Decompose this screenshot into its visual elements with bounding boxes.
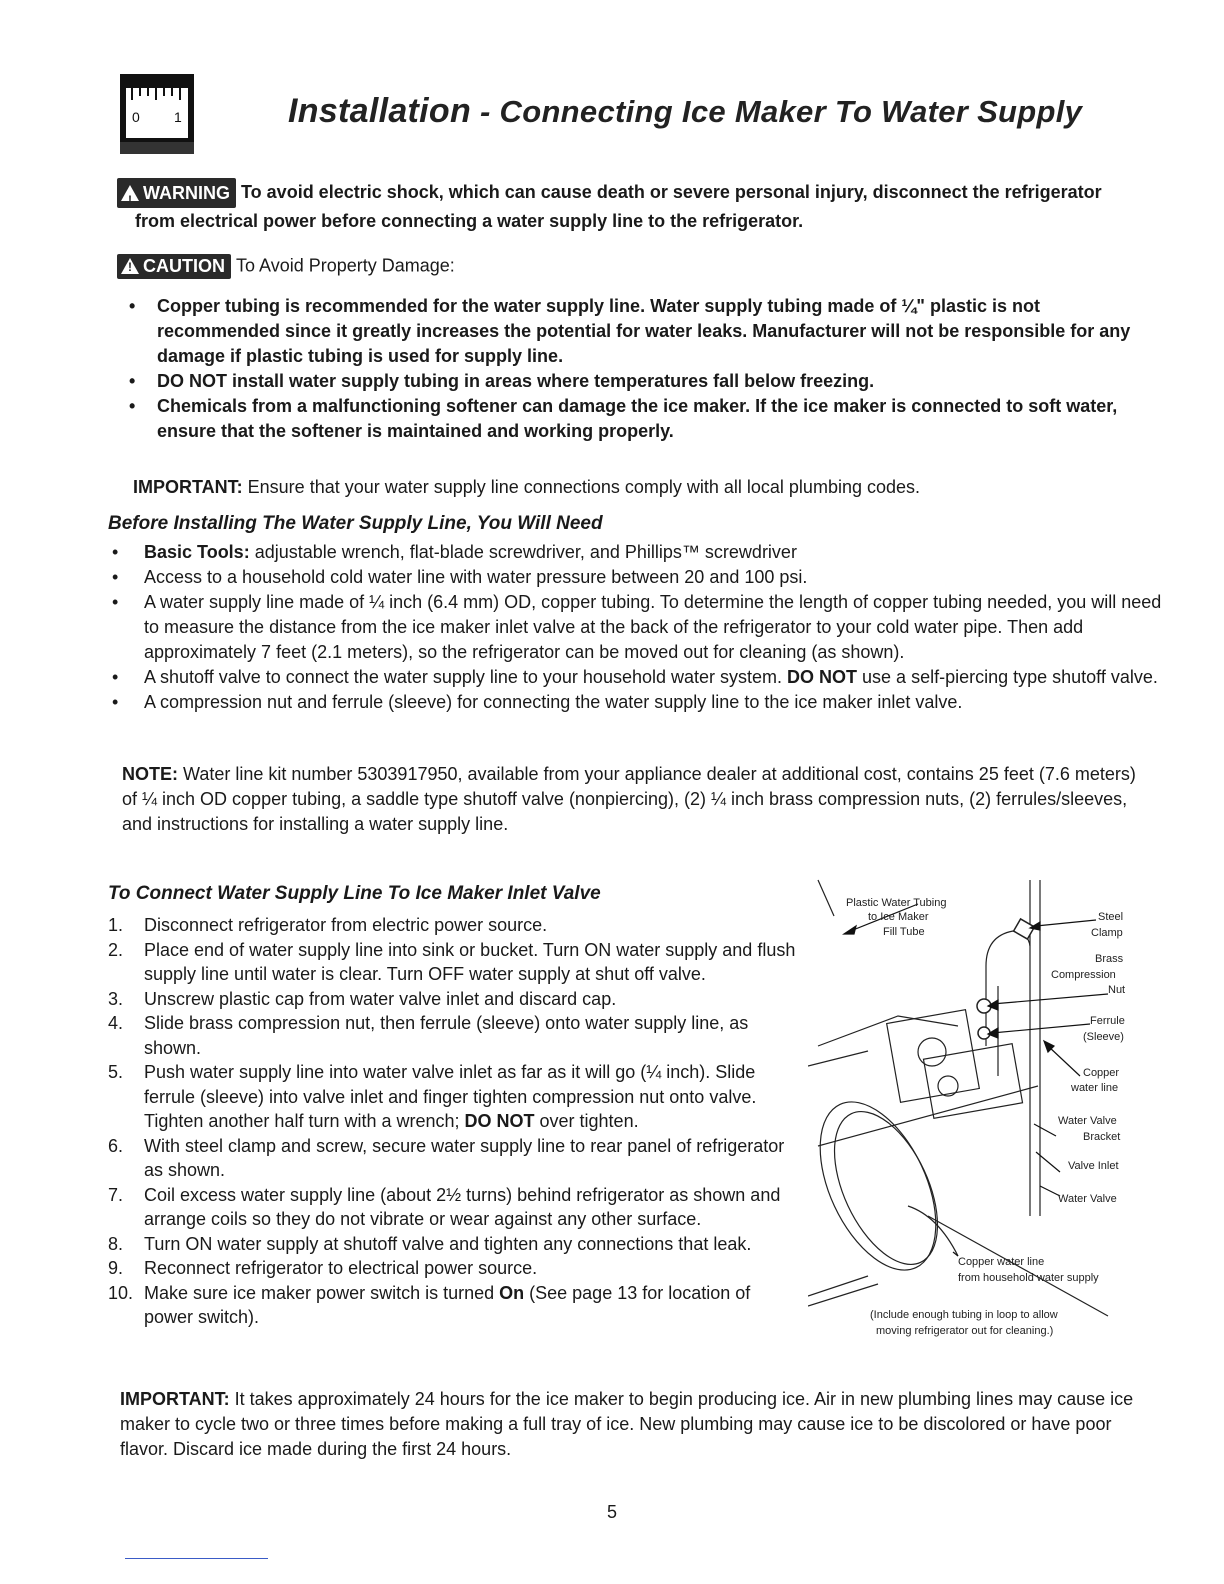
page-title-main: Installation: [288, 92, 472, 130]
figure-label: Clamp: [1091, 927, 1123, 939]
step-item: [108, 1232, 798, 1257]
important-text: It takes approximately 24 hours for the ice maker to begin producing ice. Air in new plumbing lines may cause ice maker to cycle two or three times before making a full tray of ice. New plumbing may cause ice to be discolored or have poor flavor. Discard ice made during the first 24 hours.: [120, 1389, 1134, 1459]
figure-label: Bracket: [1083, 1131, 1121, 1143]
step-number: 2.: [108, 939, 124, 960]
figure-label: from household water supply: [958, 1272, 1099, 1284]
step-item: [108, 1060, 798, 1134]
step-number: 1.: [108, 915, 124, 935]
warning-badge-label: WARNING: [143, 183, 230, 203]
figure-label: (Include enough tubing in loop to allow: [870, 1309, 1058, 1321]
caution-list: [117, 294, 1157, 444]
important-label: IMPORTANT:: [120, 1389, 230, 1409]
step-text: Unscrew plastic cap from water valve inlet and discard cap.: [144, 988, 617, 1009]
step-item: [108, 1256, 798, 1281]
before-installing-heading: Before Installing The Water Supply Line, You Will Need: [108, 513, 603, 534]
step-bold: DO NOT: [464, 1111, 535, 1131]
step-text: Turn ON water supply at shutoff valve and tighten any connections that leak.: [144, 1233, 752, 1254]
important-label: IMPORTANT:: [133, 477, 243, 497]
step-item: [108, 987, 798, 1012]
important-note-ice: [120, 1387, 1150, 1462]
note-text: Water line kit number 5303917950, available from your appliance dealer at additional cost, contains 25 feet (7.6 meters) of ¼ inch OD copper tubing, a saddle type shutoff valve (nonpiercing), (2) ¼ inch brass compression nuts, (2) ferrules/sleeves, and instructions for installing a water supply line.: [122, 764, 1136, 834]
step-text: (See page 13 for location of power switch).: [144, 1282, 751, 1327]
figure-label: Water Valve: [1058, 1193, 1117, 1205]
step-text: Disconnect refrigerator from electric power source.: [144, 915, 548, 935]
figure-label: Water Valve: [1058, 1115, 1117, 1127]
basic-tools-label: Basic Tools:: [144, 542, 250, 562]
step-number: 10.: [108, 1282, 134, 1303]
figure-label: water line: [1071, 1082, 1119, 1094]
figure-label: Brass: [1095, 953, 1124, 965]
warning-block: [117, 178, 1137, 234]
caution-badge: [117, 254, 231, 279]
page-title: [288, 92, 1082, 131]
steps-list: [108, 913, 798, 1330]
step-item: [108, 1183, 798, 1232]
step-text: over tighten.: [534, 1111, 639, 1131]
needs-item: • A water supply line made of ¼ inch (6.4 mm) OD, copper tubing. To determine the length of copper tubing needed, you will need to measure the distance from the ice maker inlet valve at the back of the refrigerator to your cold water pipe. Then add approximately 7 feet (2.1 meters), so the refrigerator can be moved out for cleaning (as shown).: [108, 590, 1168, 665]
figure-label: Copper: [1083, 1067, 1120, 1079]
step-number: 6.: [108, 1135, 124, 1156]
needs-item: [108, 665, 1168, 690]
caution-heading: To Avoid Property Damage:: [236, 255, 455, 276]
figure-label: Compression: [1051, 969, 1116, 981]
warning-triangle-icon: !: [121, 185, 139, 201]
warning-text-2: from electrical power before connecting a water supply line to the refrigerator.: [135, 211, 804, 231]
svg-text:1: 1: [174, 109, 182, 125]
important-note-codes: [133, 477, 920, 498]
needs-text: A shutoff valve to connect the water supply line to your household water system.: [144, 667, 788, 687]
step-item: [108, 1011, 798, 1060]
warning-badge: [117, 178, 236, 208]
step-text: Place end of water supply line into sink or bucket. Turn ON water supply and flush supply line until water is clear. Turn OFF water supply at shut off valve.: [144, 939, 796, 984]
step-number: 8.: [108, 1233, 124, 1254]
caution-item: • Copper tubing is recommended for the water supply line. Water supply tubing made of ¼" plastic is not recommended since it greatly increases the potential for water leaks. Manufacturer will not be responsible for any damage if plastic tubing is used for supply line.: [117, 294, 1157, 369]
needs-bold: DO NOT: [787, 667, 858, 687]
note-label: NOTE:: [122, 764, 178, 784]
step-number: 9.: [108, 1258, 124, 1278]
warning-text-1: To avoid electric shock, which can cause death or severe personal injury, disconnect the refrigerator: [241, 181, 1102, 202]
step-item: [108, 913, 798, 938]
page-number: 5: [606, 1502, 617, 1522]
step-bold: On: [499, 1282, 525, 1303]
page-title-rest: - Connecting Ice Maker To Water Supply: [471, 94, 1083, 129]
figure-label: to Ice Maker: [868, 911, 929, 923]
figure-label: Ferrule: [1090, 1015, 1125, 1027]
caution-badge-label: CAUTION: [143, 256, 225, 276]
step-number: 5.: [108, 1062, 124, 1082]
needs-list: [108, 540, 1168, 715]
caution-heading-row: [117, 254, 455, 279]
figure-label: moving refrigerator out for cleaning.): [876, 1325, 1054, 1337]
step-item: [108, 1134, 798, 1183]
ruler-icon: [120, 74, 194, 154]
step-text: Make sure ice maker power switch is turned: [144, 1282, 500, 1303]
note-block: [122, 762, 1142, 837]
figure-label: Steel: [1098, 911, 1124, 923]
important-text: Ensure that your water supply line connections comply with all local plumbing codes.: [242, 477, 921, 497]
figure-label: Nut: [1108, 984, 1126, 996]
figure-label: (Sleeve): [1083, 1031, 1124, 1043]
caution-item: • DO NOT install water supply tubing in areas where temperatures fall below freezing.: [117, 369, 1157, 394]
step-text: Slide brass compression nut, then ferrule (sleeve) onto water supply line, as shown.: [144, 1013, 749, 1058]
figure-label: Valve Inlet: [1068, 1160, 1119, 1172]
basic-tools-text: adjustable wrench, flat-blade screwdriver, and Phillips™ screwdriver: [249, 542, 797, 562]
caution-triangle-icon: !: [121, 258, 139, 274]
step-text: Reconnect refrigerator to electrical power source.: [144, 1258, 538, 1278]
footer-divider: [125, 1558, 268, 1559]
needs-item: • Access to a household cold water line with water pressure between 20 and 100 psi.: [108, 565, 1168, 590]
step-number: 7.: [108, 1184, 124, 1205]
figure-label: Fill Tube: [883, 926, 925, 938]
connect-heading: To Connect Water Supply Line To Ice Maker Inlet Valve: [108, 883, 601, 904]
step-number: 4.: [108, 1013, 124, 1033]
step-item: [108, 1281, 798, 1330]
installation-diagram: [808, 876, 1148, 1356]
step-text: Coil excess water supply line (about 2½ turns) behind refrigerator as shown and arrange coils so they do not vibrate or wear against any other surface.: [144, 1184, 781, 1229]
step-text: Push water supply line into water valve inlet as far as it will go (¼ inch). Slide ferrule (sleeve) into valve inlet and finger tighten compression nut onto valve. Tighten another half turn with a wrench;: [144, 1062, 757, 1131]
step-text: With steel clamp and screw, secure water supply line to rear panel of refrigerator as shown.: [144, 1135, 785, 1180]
figure-label: Copper water line: [958, 1256, 1045, 1268]
caution-item: • Chemicals from a malfunctioning softener can damage the ice maker. If the ice maker is connected to soft water, ensure that the softener is maintained and working properly.: [117, 394, 1157, 444]
needs-item: [108, 540, 1168, 565]
step-number: 3.: [108, 988, 124, 1009]
step-item: [108, 938, 798, 987]
needs-text: use a self-piercing type shutoff valve.: [857, 667, 1158, 687]
svg-text:0: 0: [132, 109, 140, 125]
needs-item: • A compression nut and ferrule (sleeve) for connecting the water supply line to the ice maker inlet valve.: [108, 690, 1168, 715]
figure-label: Plastic Water Tubing: [846, 897, 947, 909]
